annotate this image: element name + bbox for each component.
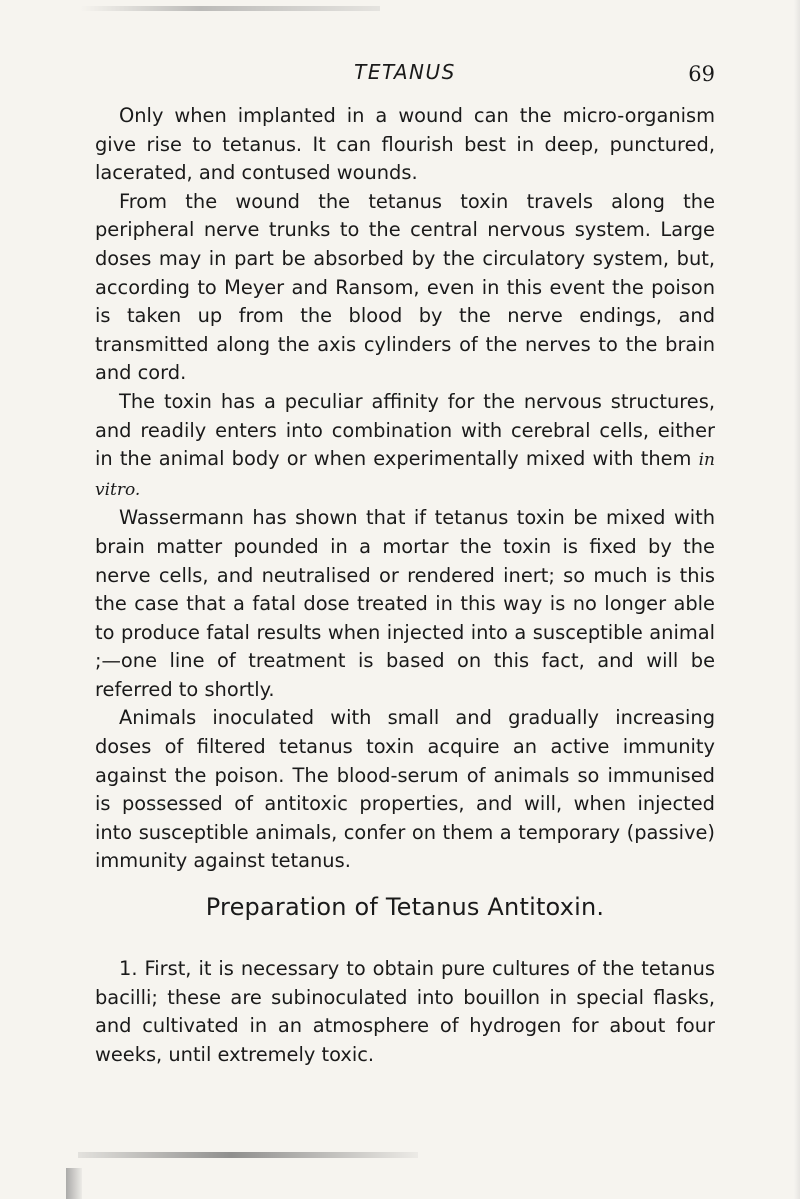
numbered-paragraph-1-text: First, it is necessary to obtain pure cultures of the tetanus bacilli; these are subinoculated into bouillon in special flasks, and cultivated in an atmosphere of hydrogen for about four weeks, until extremely toxic. — [95, 957, 715, 1066]
scan-artifact-bottom — [78, 1152, 418, 1158]
paragraph-1: Only when implanted in a wound can the micro-organism give rise to tetanus. It can flourish best in deep, punctured, lacerated, and contused wounds. — [95, 104, 715, 185]
paragraph-4: Wassermann has shown that if tetanus toxin be mixed with brain matter pounded in a mortar the toxin is fixed by the nerve cells, and neutralised or rendered inert; so much is this the case that a fatal dose treated in this way is no longer able to produce fatal results when injected into a susceptible animal ;—one line of treatment is based on this fact, and will be referred to shortly. — [95, 506, 715, 701]
scan-artifact-corner — [66, 1168, 82, 1199]
page-header — [95, 60, 715, 92]
paragraph-2: From the wound the tetanus toxin travels along the peripheral nerve trunks to the central nervous system. Large doses may in part be absorbed by the circulatory system, but, according to Meyer and Ransom, even in this event the poison is taken up from the blood by the nerve endings, and transmitted along the axis cylinders of the nerves to the brain and cord. — [95, 189, 715, 385]
page-number: 69 — [688, 62, 715, 86]
scan-artifact-top — [80, 6, 380, 11]
numbered-paragraph-1 — [95, 955, 715, 1069]
paragraph-5: Animals inoculated with small and gradually increasing doses of filtered tetanus toxin acquire an active immunity against the poison. The blood-serum of animals so immunised is possessed of antitoxic properties, and will, when injected into susceptible animals, confer on them a temporary (passive) immunity against tetanus. — [95, 706, 715, 873]
body-text — [95, 102, 715, 876]
paragraph-3 — [95, 388, 715, 504]
scan-page-edge — [794, 0, 800, 1199]
paragraph-number: 1. — [119, 957, 138, 980]
section-body — [95, 955, 715, 1069]
paragraph-3-text: The toxin has a peculiar affinity for the nervous structures, and readily enters into combination with cerebral cells, either in the animal body or when experimentally mixed with them — [95, 389, 715, 471]
section-heading: Preparation of Tetanus Antitoxin. — [205, 893, 605, 921]
running-head: TETANUS — [354, 60, 456, 84]
italic-in-vitro: in vitro. — [95, 450, 715, 500]
